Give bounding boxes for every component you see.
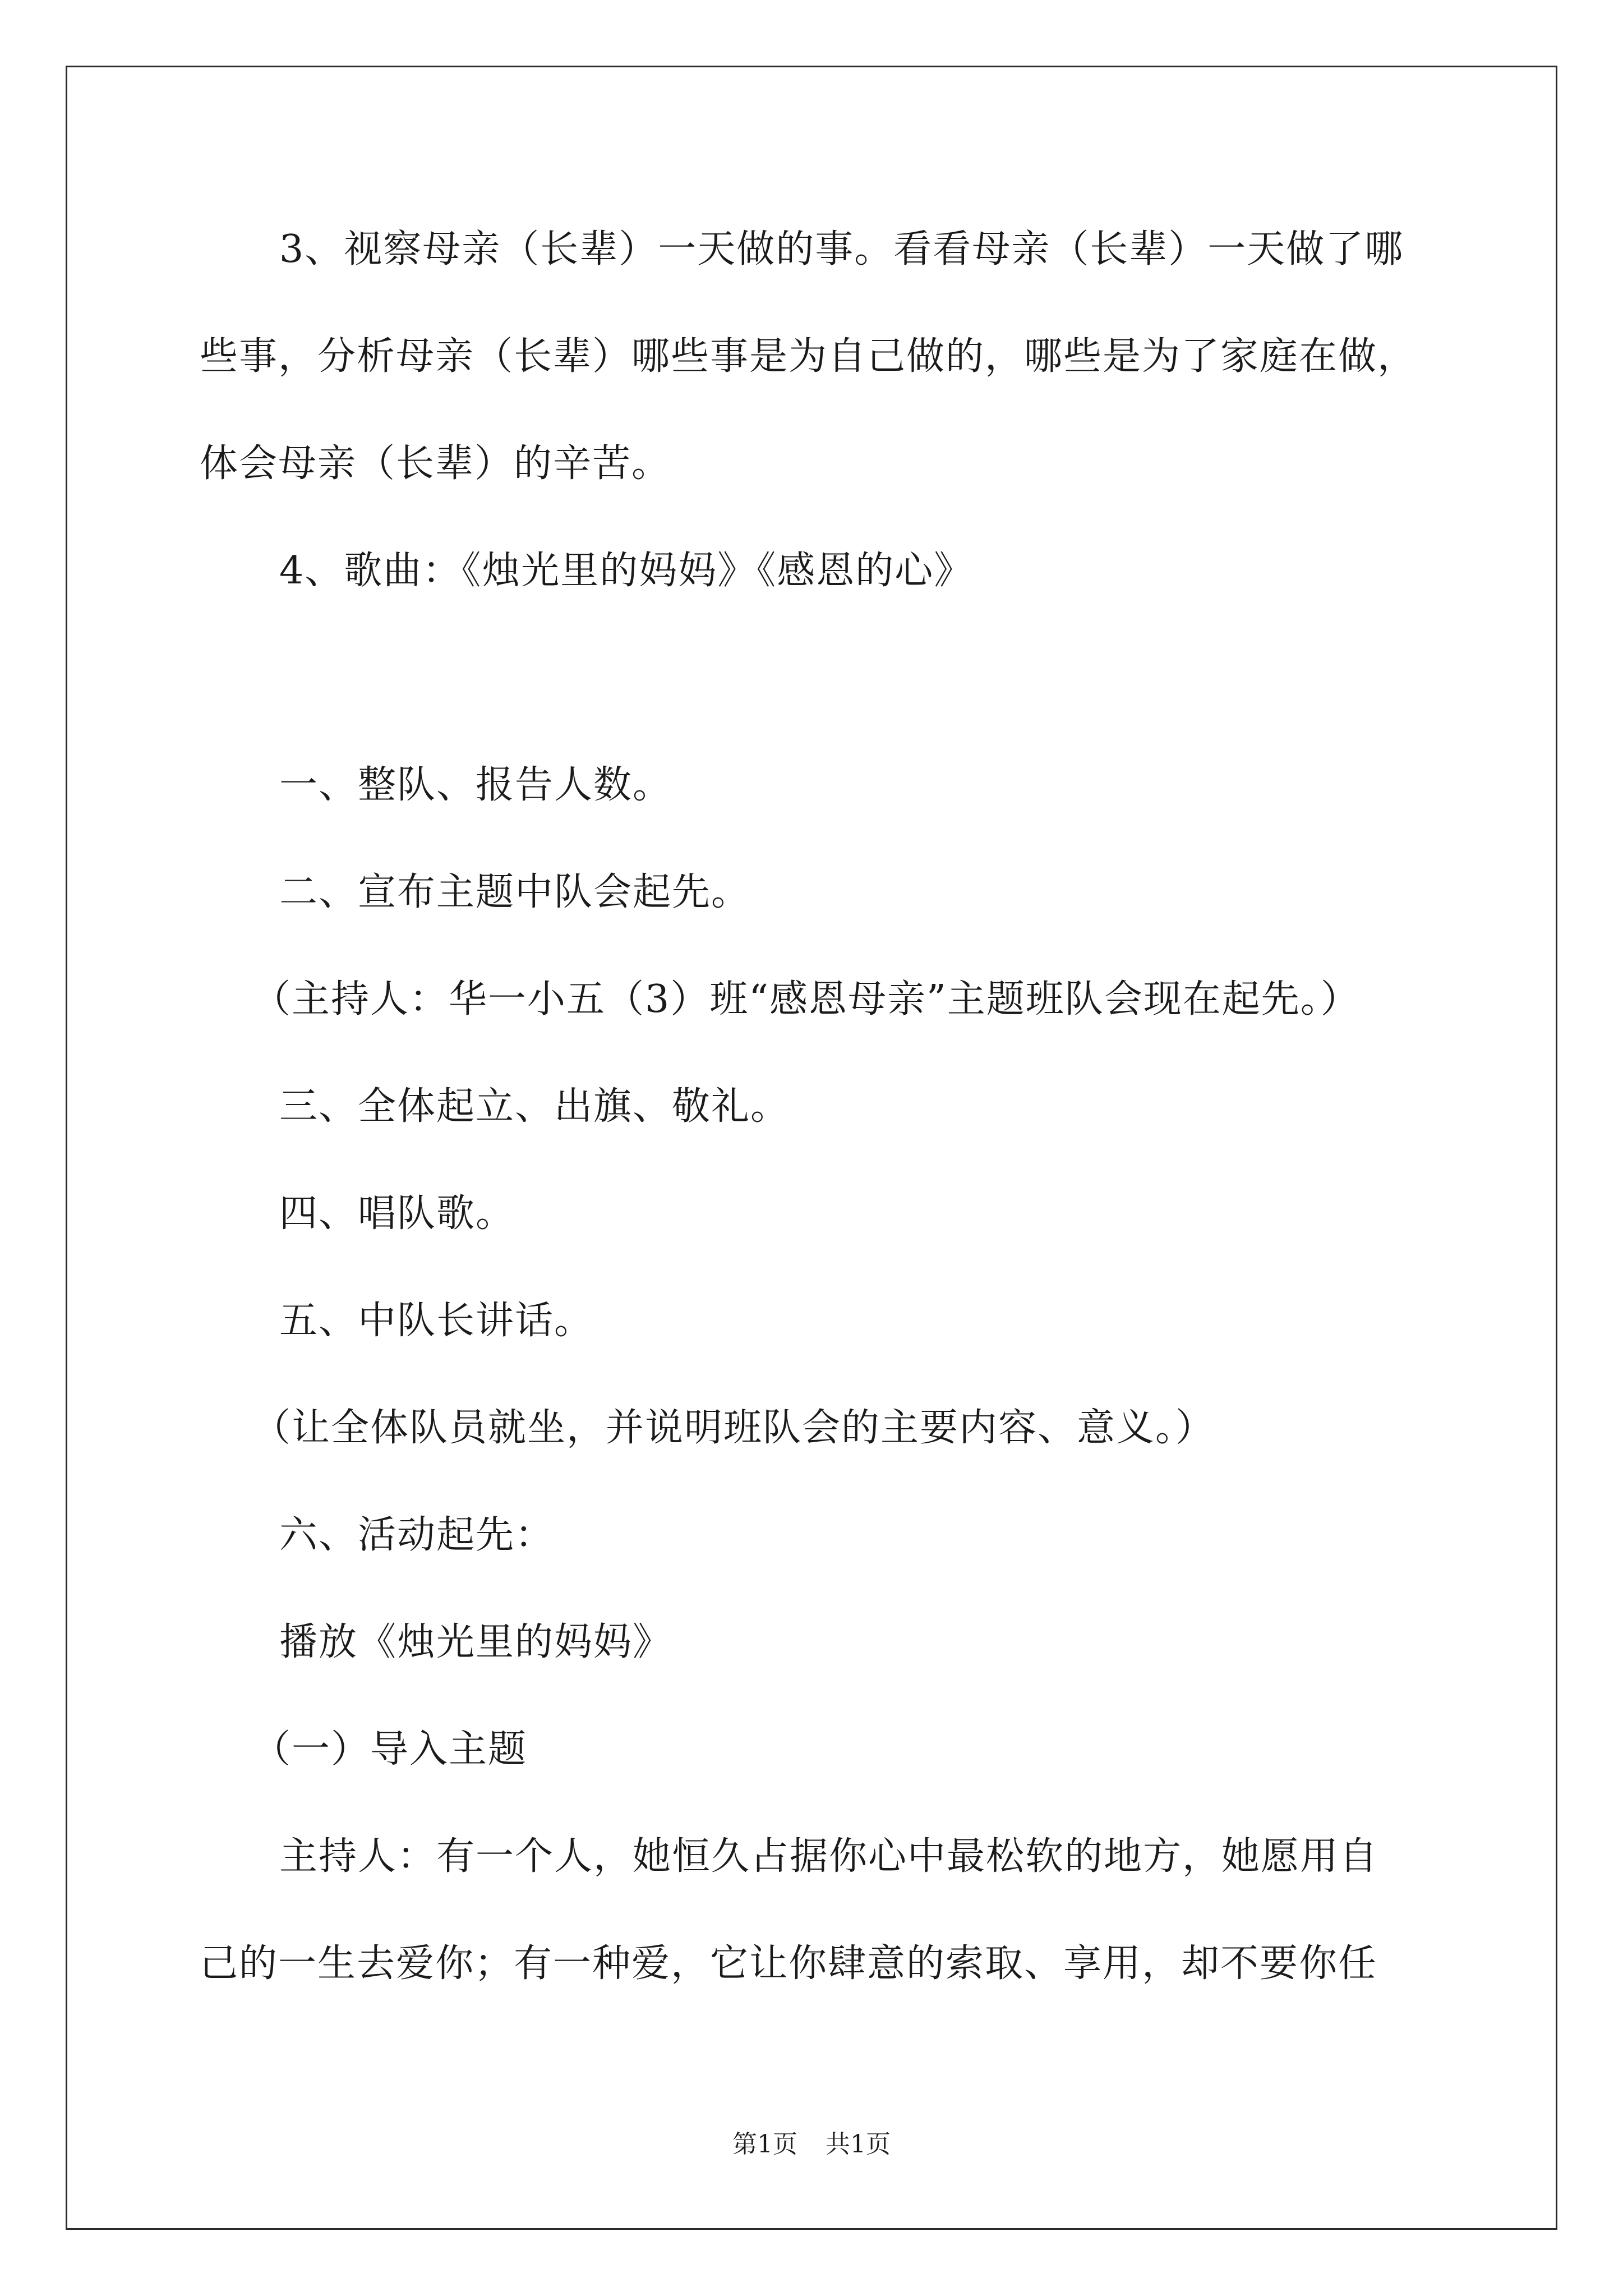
paragraph-line: （主持人：华一小五（3）班“感恩母亲”主题班队会现在起先。） <box>252 977 1360 1022</box>
paragraph-line: 六、活动起先： <box>279 1513 555 1557</box>
paragraph-line: 主持人：有一个人，她恒久占据你心中最松软的地方，她愿用自 <box>279 1834 1379 1879</box>
page-footer <box>0 2129 1623 2160</box>
paragraph-line: 己的一生去爱你；有一种爱，它让你肆意的索取、享用，却不要你任 <box>200 1941 1378 1986</box>
paragraph-line: 一、整队、报告人数。 <box>279 763 672 807</box>
page-total: 共1页 <box>826 2130 891 2159</box>
page-number: 第1页 <box>732 2130 797 2159</box>
paragraph-line: 4、歌曲：《烛光里的妈妈》《感恩的心》 <box>279 549 974 593</box>
paragraph-line: 三、全体起立、出旗、敬礼。 <box>279 1084 790 1129</box>
paragraph-line: 二、宣布主题中队会起先。 <box>279 870 751 914</box>
paragraph-line: 播放《烛光里的妈妈》 <box>279 1620 672 1664</box>
paragraph-line: （一）导入主题 <box>252 1727 528 1772</box>
paragraph-line: 体会母亲（长辈）的辛苦。 <box>200 441 671 486</box>
paragraph-line: 四、唱队歌。 <box>279 1191 515 1236</box>
paragraph-line: （让全体队员就坐，并说明班队会的主要内容、意义。） <box>252 1406 1215 1450</box>
paragraph-line: 五、中队长讲话。 <box>279 1299 594 1343</box>
paragraph-line: 3、视察母亲（长辈）一天做的事。看看母亲（长辈）一天做了哪 <box>279 227 1404 272</box>
paragraph-line: 些事，分析母亲（长辈）哪些事是为自己做的，哪些是为了家庭在做， <box>200 334 1417 379</box>
